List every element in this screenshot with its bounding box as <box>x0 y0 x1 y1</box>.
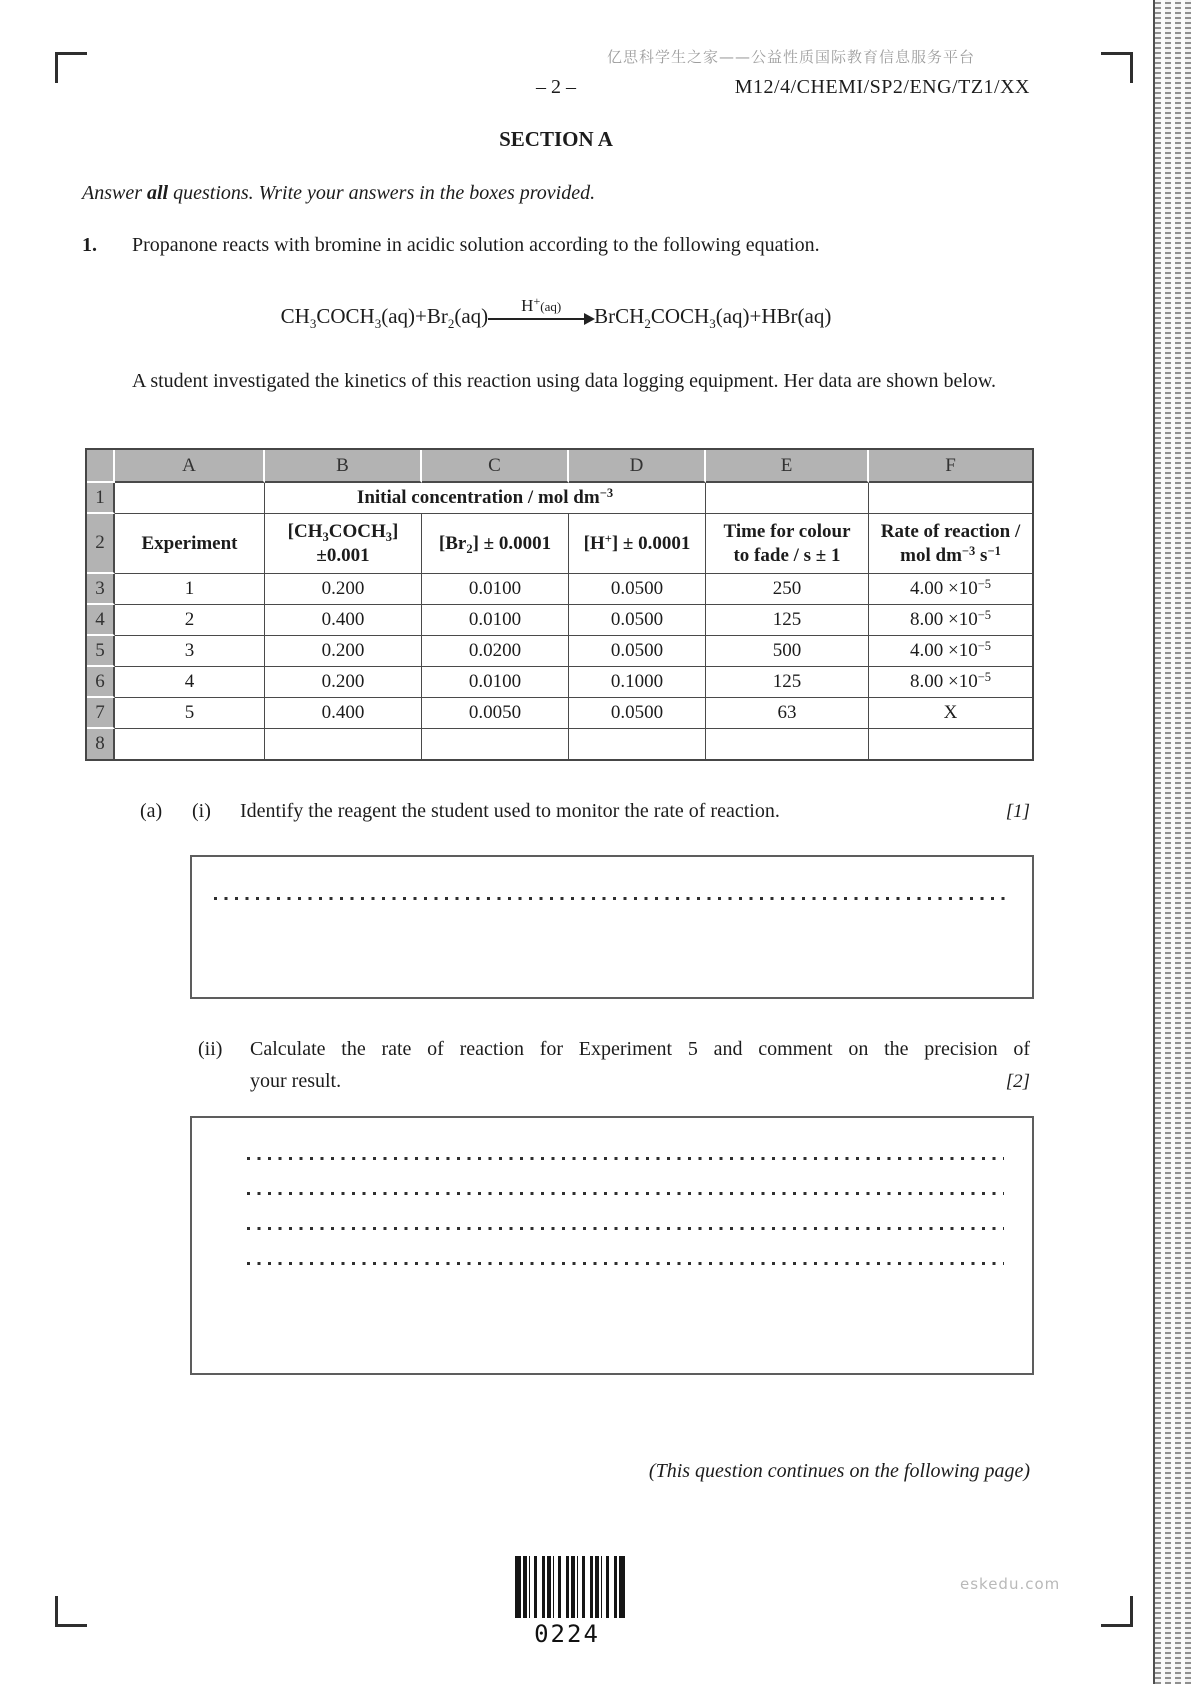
eq-seg: H <box>521 296 534 315</box>
cell-ch3coch3: 0.200 <box>265 636 422 667</box>
cell-experiment: 5 <box>115 698 265 729</box>
eq-seg: (aq) <box>454 304 489 328</box>
question-1-number: 1. <box>82 234 97 256</box>
chemical-equation <box>82 293 1030 329</box>
col-letter: B <box>265 450 422 483</box>
part-i-question: Identify the reagent the student used to monitor the rate of reaction. <box>240 800 780 822</box>
continues-note: (This question continues on the following page) <box>648 1460 1030 1482</box>
col-letter: E <box>706 450 869 483</box>
header-experiment: Experiment <box>115 514 265 574</box>
cell-br2: 0.0100 <box>422 667 569 698</box>
part-a-label: (a) <box>140 800 163 822</box>
header-hplus <box>569 514 706 574</box>
cell-experiment: 4 <box>115 667 265 698</box>
eq-seg: (aq)+HBr(aq) <box>715 304 832 328</box>
empty-cell <box>869 729 1032 759</box>
cell-time: 125 <box>706 667 869 698</box>
cell-time: 63 <box>706 698 869 729</box>
corner-cell <box>87 450 115 483</box>
row-number: 3 <box>87 574 115 605</box>
page-number: – 2 – <box>536 76 576 98</box>
rate-exponent: −5 <box>977 670 992 684</box>
rate-mantissa: 4.00 ×10 <box>909 640 978 661</box>
rate-exponent: −5 <box>977 639 992 653</box>
merged-header-exp: −3 <box>599 486 614 501</box>
row-number: 7 <box>87 698 115 729</box>
answer-dotted-line <box>247 1157 1004 1160</box>
table-row <box>87 605 1032 636</box>
instruction-pre: Answer <box>82 182 147 204</box>
answer-dotted-line <box>247 1192 1004 1195</box>
cell-br2: 0.0050 <box>422 698 569 729</box>
hdr-seg: s <box>975 544 988 566</box>
row-number: 5 <box>87 636 115 667</box>
answer-box-ii <box>190 1116 1034 1375</box>
crop-mark-bottom-left <box>55 1596 87 1627</box>
question-1-intro: Propanone reacts with bromine in acidic solution according to the following equation. <box>132 234 820 256</box>
eq-sub: 2 <box>644 316 651 331</box>
cell-ch3coch3: 0.200 <box>265 574 422 605</box>
rate-exponent: −5 <box>977 608 992 622</box>
empty-cell <box>115 483 265 514</box>
eq-sup: + <box>533 294 541 308</box>
crop-mark-top-right <box>1101 52 1133 83</box>
hdr-seg: to fade / s ± 1 <box>733 544 841 566</box>
question-1-followup: A student investigated the kinetics of this reaction using data logging equipment. Her data are shown below. <box>132 370 997 392</box>
barcode-number: 0224 <box>534 1620 600 1648</box>
col-letter: C <box>422 450 569 483</box>
rate-mantissa: X <box>943 702 958 723</box>
paper-code: M12/4/CHEMI/SP2/ENG/TZ1/XX <box>734 76 1030 98</box>
eq-seg: (aq) <box>540 299 562 314</box>
answer-dotted-line <box>214 897 1010 900</box>
hdr-seg: [Br <box>438 532 467 554</box>
empty-cell <box>115 729 265 759</box>
hdr-sup: −1 <box>987 543 1001 558</box>
scan-edge-texture <box>1153 0 1191 1684</box>
row-number: 4 <box>87 605 115 636</box>
barcode <box>515 1556 625 1618</box>
cell-rate <box>869 605 1032 636</box>
cell-experiment: 3 <box>115 636 265 667</box>
hdr-sub: 2 <box>466 541 473 556</box>
col-letter: D <box>569 450 706 483</box>
row-number: 8 <box>87 729 115 759</box>
eq-sub: 3 <box>374 316 382 331</box>
answer-dotted-line <box>247 1262 1004 1265</box>
hdr-seg: ] <box>392 520 399 542</box>
watermark-eskedu: eskedu.com <box>960 1575 1061 1593</box>
cell-h: 0.0500 <box>569 698 706 729</box>
merged-header-cell <box>265 483 706 514</box>
reaction-arrow <box>488 293 594 329</box>
cell-rate <box>869 667 1032 698</box>
hdr-sup: −3 <box>961 543 976 558</box>
section-title: SECTION A <box>499 127 613 151</box>
cell-experiment: 2 <box>115 605 265 636</box>
table-row <box>87 483 1032 514</box>
hdr-sub: 3 <box>385 529 392 544</box>
table-row <box>87 574 1032 605</box>
empty-cell <box>569 729 706 759</box>
eq-seg: CH <box>280 304 310 328</box>
part-i-marks: [1] <box>1005 801 1030 822</box>
platform-watermark-header: 亿思科学生之家——公益性质国际教育信息服务平台 <box>606 48 975 66</box>
catalyst-label <box>488 296 594 316</box>
part-ii-question-line1: Calculate the rate of reaction for Experiment 5 and comment on the precision of <box>250 1038 1030 1060</box>
instruction-post: questions. Write your answers in the boxes provided. <box>168 182 596 204</box>
cell-ch3coch3: 0.400 <box>265 698 422 729</box>
hdr-seg: mol dm <box>900 544 962 566</box>
rate-mantissa: 8.00 ×10 <box>909 671 978 692</box>
table-row-empty <box>87 729 1032 759</box>
eq-sub: 2 <box>447 316 455 331</box>
hdr-seg: Rate of reaction / <box>880 520 1021 542</box>
cell-h: 0.1000 <box>569 667 706 698</box>
col-letter: F <box>869 450 1032 483</box>
data-table <box>85 448 1034 761</box>
table-header-row <box>87 514 1032 574</box>
row-number: 1 <box>87 483 115 514</box>
part-ii-marks: [2] <box>1005 1071 1030 1092</box>
hdr-sub: 3 <box>322 529 329 544</box>
part-ii-label: (ii) <box>198 1038 223 1060</box>
merged-header-text: Initial concentration / mol dm <box>356 487 600 509</box>
header-br2 <box>422 514 569 574</box>
empty-cell <box>265 729 422 759</box>
header-ch3coch3 <box>265 514 422 574</box>
empty-cell <box>869 483 1032 514</box>
eq-seg: (aq)+Br <box>381 304 448 328</box>
cell-ch3coch3: 0.400 <box>265 605 422 636</box>
empty-cell <box>706 729 869 759</box>
cell-time: 500 <box>706 636 869 667</box>
cell-ch3coch3: 0.200 <box>265 667 422 698</box>
cell-br2: 0.0200 <box>422 636 569 667</box>
row-number: 6 <box>87 667 115 698</box>
cell-experiment: 1 <box>115 574 265 605</box>
hdr-seg: ] ± 0.0001 <box>611 532 691 554</box>
rate-mantissa: 4.00 ×10 <box>909 578 978 599</box>
cell-rate <box>869 698 1032 729</box>
header-rate <box>869 514 1032 574</box>
instructions <box>82 182 595 205</box>
hdr-seg: ±0.001 <box>316 544 370 566</box>
hdr-seg: Time for colour <box>723 520 851 542</box>
header-time <box>706 514 869 574</box>
cell-h: 0.0500 <box>569 574 706 605</box>
rate-exponent: −5 <box>977 577 992 591</box>
hdr-sup: + <box>604 531 612 546</box>
table-row <box>87 667 1032 698</box>
cell-br2: 0.0100 <box>422 605 569 636</box>
cell-h: 0.0500 <box>569 636 706 667</box>
table-row <box>87 698 1032 729</box>
rate-mantissa: 8.00 ×10 <box>909 609 978 630</box>
part-i-label: (i) <box>192 800 211 822</box>
eq-seg: COCH <box>650 304 710 328</box>
table-row <box>87 636 1032 667</box>
cell-rate <box>869 636 1032 667</box>
eq-seg: COCH <box>316 304 375 328</box>
cell-h: 0.0500 <box>569 605 706 636</box>
empty-cell <box>422 729 569 759</box>
eq-sub: 3 <box>309 316 317 331</box>
cell-rate <box>869 574 1032 605</box>
instruction-bold: all <box>147 182 169 204</box>
hdr-seg: [CH <box>287 520 323 542</box>
row-number: 2 <box>87 514 115 574</box>
col-letter: A <box>115 450 265 483</box>
cell-time: 125 <box>706 605 869 636</box>
cell-br2: 0.0100 <box>422 574 569 605</box>
part-ii-question-line2: your result. <box>250 1070 342 1092</box>
answer-box-i <box>190 855 1034 999</box>
crop-mark-bottom-right <box>1101 1596 1133 1627</box>
hdr-seg: [H <box>583 532 605 554</box>
eq-seg: BrCH <box>594 304 645 328</box>
empty-cell <box>706 483 869 514</box>
cell-time: 250 <box>706 574 869 605</box>
hdr-seg: COCH <box>328 520 386 542</box>
answer-dotted-line <box>247 1227 1004 1230</box>
column-letter-row <box>87 450 1032 483</box>
eq-sub: 3 <box>709 316 716 331</box>
hdr-seg: ] ± 0.0001 <box>472 532 552 554</box>
